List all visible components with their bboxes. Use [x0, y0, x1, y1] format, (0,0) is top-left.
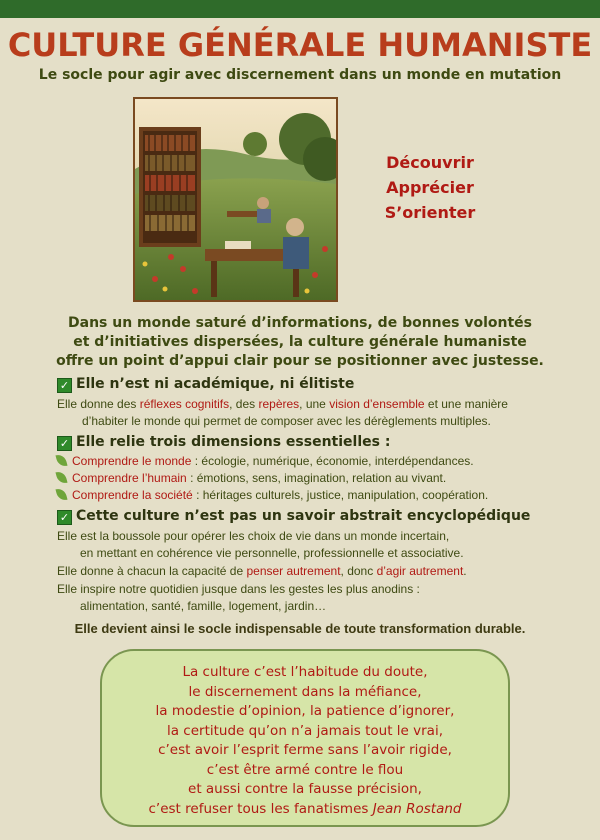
quote-line: et aussi contre la fausse précision, [188, 781, 422, 797]
top-bar [0, 0, 600, 18]
highlight-text: vision d’ensemble [329, 397, 425, 411]
quote-line: la certitude qu’on n’a jamais tout le vrai, [166, 722, 443, 739]
verbs-list [360, 150, 500, 225]
verb-apprecier: Apprécier [386, 178, 474, 197]
illustration-svg [135, 99, 336, 300]
text-span: . [463, 564, 467, 578]
text-span: , donc [340, 564, 377, 578]
dimension-label: Comprendre l’humain [72, 471, 187, 485]
section3-p1-line2: en mettant en cohérence vie personnelle, professionnelle et associative. [80, 546, 464, 560]
highlight-text: réflexes cognitifs [139, 397, 230, 411]
section1-line2: d’habiter le monde qui permet de composer avec les dérèglements multiples. [82, 414, 491, 428]
quote-text [102, 663, 508, 819]
quote-line: la modestie d’opinion, la patience d’ignorer, [155, 703, 455, 719]
leaf-icon [55, 487, 67, 502]
highlight-text: repères [258, 397, 300, 411]
quote-line: c’est avoir l’esprit ferme sans l’avoir rigide, [158, 742, 452, 758]
quote-line: le discernement dans la méfiance, [188, 683, 422, 700]
text-span: , des [229, 397, 259, 411]
intro-line: Dans un monde saturé d’informations, de bonnes volontés [68, 315, 532, 331]
section2-heading-text: Elle relie trois dimensions essentielles : [76, 434, 391, 450]
section3-p2 [57, 564, 467, 578]
text-span: , une [299, 397, 330, 411]
check-icon: ✓ [57, 510, 72, 525]
dimension-text: : écologie, numérique, économie, interdépendances. [191, 454, 474, 468]
text-span: Elle donne des [57, 397, 140, 411]
text-span: et une manière [424, 397, 508, 411]
quote-box [100, 649, 510, 827]
intro-line: offre un point d’appui clair pour se positionner avec justesse. [56, 353, 544, 369]
dimension-label: Comprendre la société [72, 488, 193, 502]
library-meadow-illustration [133, 97, 338, 302]
verb-sorienter: S’orienter [384, 203, 476, 222]
section3-p1-line1: Elle est la boussole pour opérer les choix de vie dans un monde incertain, [57, 529, 450, 543]
intro-paragraph [40, 314, 560, 371]
dimension-item [57, 488, 488, 502]
quote-line-text: c’est refuser tous les fanatismes [148, 800, 373, 817]
verb-decouvrir: Découvrir [386, 153, 474, 172]
quote-line: c’est être armé contre le flou [206, 761, 404, 778]
section2-heading [57, 434, 390, 451]
page-title: CULTURE GÉNÉRALE HUMANISTE [7, 26, 593, 64]
section3-p3-line1: Elle inspire notre quotidien jusque dans les gestes les plus anodins : [57, 582, 420, 596]
section3-p3-line2: alimentation, santé, famille, logement, jardin… [80, 599, 327, 613]
section1-heading [57, 376, 354, 393]
intro-line: et d’initiatives dispersées, la culture générale humaniste [73, 334, 527, 350]
dimension-item [57, 454, 474, 468]
section3-heading [57, 508, 530, 525]
check-icon: ✓ [57, 378, 72, 393]
section1-heading-text: Elle n’est ni académique, ni élitiste [76, 376, 355, 392]
text-span: Elle donne à chacun la capacité de [57, 564, 247, 578]
dimension-text: : émotions, sens, imagination, relation au vivant. [186, 471, 447, 485]
leaf-icon [55, 453, 67, 468]
quote-author: Jean Rostand [372, 800, 462, 817]
page-subtitle: Le socle pour agir avec discernement dans un monde en mutation [38, 67, 562, 83]
highlight-text: penser autrement [246, 564, 341, 578]
conclusion-line: Elle devient ainsi le socle indispensable de toute transformation durable. [74, 621, 526, 636]
dimension-item [57, 471, 446, 485]
dimension-label: Comprendre le monde [72, 454, 192, 468]
highlight-text: d’agir autrement [376, 564, 464, 578]
dimension-text: : héritages culturels, justice, manipulation, coopération. [192, 488, 489, 502]
leaf-icon [55, 470, 67, 485]
check-icon: ✓ [57, 436, 72, 451]
quote-line: La culture c’est l’habitude du doute, [182, 664, 428, 680]
section3-heading-text: Cette culture n’est pas un savoir abstrait encyclopédique [76, 508, 531, 524]
section1-line1 [57, 397, 508, 411]
quote-line-last [102, 800, 508, 820]
